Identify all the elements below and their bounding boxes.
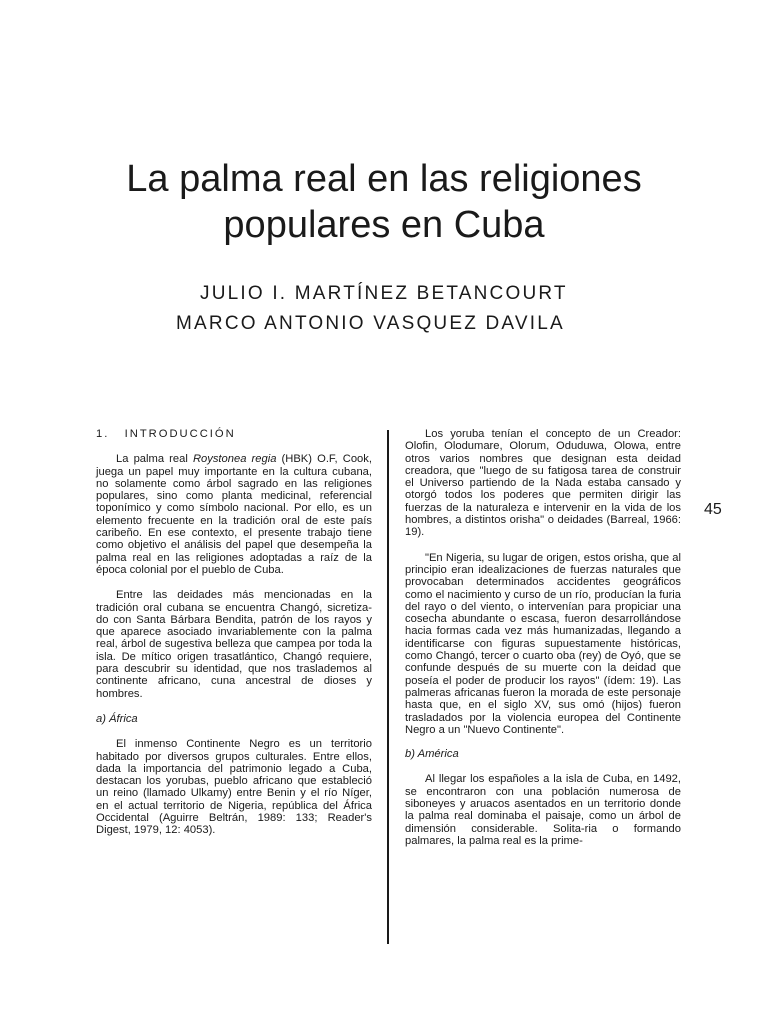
species-name: Roystonea regia	[192, 453, 277, 466]
section-heading: 1. INTRODUCCIÓN	[96, 428, 236, 440]
column-divider	[387, 430, 389, 944]
paragraph-text: La palma real	[116, 453, 193, 466]
page-number: 45	[704, 501, 722, 518]
paragraph: Al llegar los españoles a la isla de Cuba, en 1492, se encontraron con una población numerosa de siboneyes y aruacos asentados en un territorio donde la palma real dominaba el paisaje, como un árbol de dimensión considerable. Solita-ria o formando palmares, la palma real es la prime-	[405, 773, 681, 847]
right-column	[405, 428, 681, 860]
paragraph: Los yoruba tenían el concepto de un Creador: Olofin, Olodumare, Olorum, Oduduwa, Olowa, entre otros varios nombres que designan esta deidad creadora, que "luego de su fatigosa tarea de construir el Universo partiendo de la Nada estaba cansado y otorgó todos los poderes que permiten dirigir las fuerzas de la naturaleza e intervenir en la vida de los hombres, a distintos orisha" o deidades (Barreal, 1966: 19).	[405, 428, 681, 539]
paragraph-text: (HBK) O.F, Cook, juega un papel muy importante en la cultura cubana, no solamente como árbol sagrado en las religiones populares, sino como planta medicinal, referencial toponímico y como símbolo nacional. Por ello, es un elemento frecuente en la tradición oral de este país caribeño. En ese contexto, el presente trabajo tiene como objetivo el análisis del papel que desempeña la palma real en las religiones adoptadas a raíz de la época colonial por el pueblo de Cuba.	[96, 453, 372, 576]
title-line-2: populares en Cuba	[223, 204, 545, 246]
article-title	[60, 156, 708, 248]
subsection-heading-america: b) América	[405, 748, 459, 761]
paragraph	[96, 453, 372, 576]
paragraph: "En Nigeria, su lugar de origen, estos orisha, que al principio eran idealizaciones de fuerzas naturales que provocaban determinados accidentes geográficos como el nacimiento y curso de un río, producían la furia del rayo o del viento, o intervenían para propiciar una cosecha abundante o escasa, fueron desarrollándose hacia formas cada vez más humanizadas, llegando a identificarse con figuras supuestamente históricas, como Changó, tercer o cuarto oba (rey) de Oyó, que se confunde después de su muerte con la deidad que poseía el poder de producir los rayos" (ídem: 19). Las palmeras africanas fueron la morada de este personaje hasta que, en el siglo XV, sus omó (hijos) fueron trasladados por la violencia europea del Continente Negro a un "Nuevo Continente".	[405, 551, 681, 736]
paragraph: El inmenso Continente Negro es un territorio habitado por diversos grupos culturales. Entre ellos, dada la importancia del patrimonio legado a Cuba, destacan los yorubas, pueblo africano que estableció un reino (llamado Ulkamy) entre Benin y el río Níger, en el actual territorio de Nigeria, república del África Occidental (Aguirre Beltrán, 1989: 133; Reader's Digest, 1979, 12: 4053).	[96, 738, 372, 837]
title-line-1: La palma real en las religiones	[126, 158, 642, 200]
left-column	[96, 428, 372, 850]
subsection-heading-africa: a) África	[96, 712, 138, 725]
author-1: JULIO I. MARTÍNEZ BETANCOURT	[200, 283, 568, 304]
author-2: MARCO ANTONIO VASQUEZ DAVILA	[176, 313, 565, 334]
paragraph: Entre las deidades más mencionadas en la tradición oral cubana se encuentra Changó, sicretiza-do con Santa Bárbara Bendita, patrón de los rayos y que aparece asociado invariablemente con la palma real, árbol de sugestiva belleza que campea por toda la isla. De mítico origen trasatlántico, Changó requiere, para descubrir su identidad, que nos traslademos al continente africano, cuna ancestral de dioses y hombres.	[96, 589, 372, 700]
